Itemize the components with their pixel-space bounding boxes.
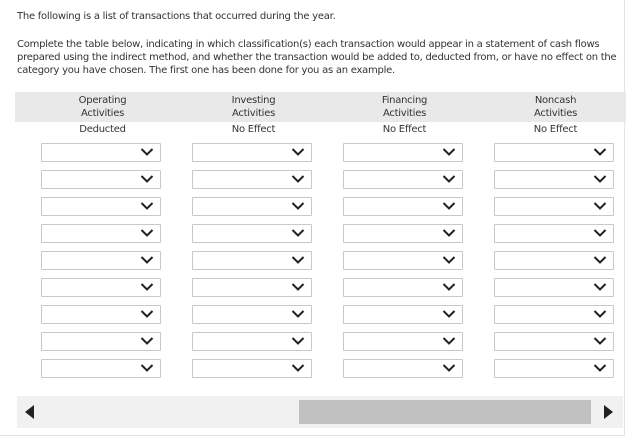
dropdown-operating[interactable]: [41, 251, 161, 270]
chevron-down-icon: [291, 308, 305, 320]
chevron-down-icon: [593, 227, 607, 239]
example-value-financing: No Effect: [382, 124, 427, 135]
dropdown-investing[interactable]: [192, 359, 312, 378]
dropdown-financing[interactable]: [343, 251, 463, 270]
dropdown-investing[interactable]: [192, 278, 312, 297]
dropdown-financing[interactable]: [343, 224, 463, 243]
chevron-down-icon: [593, 362, 607, 374]
chevron-down-icon: [442, 362, 456, 374]
dropdown-noncash[interactable]: [494, 332, 614, 351]
header-line: Activities: [382, 108, 427, 119]
chevron-down-icon: [140, 362, 154, 374]
chevron-down-icon: [291, 335, 305, 347]
scroll-right-arrow-icon[interactable]: [604, 405, 613, 419]
dropdown-operating[interactable]: [41, 305, 161, 324]
column-header-financing: [342, 94, 467, 120]
chevron-down-icon: [140, 308, 154, 320]
dropdown-investing[interactable]: [192, 170, 312, 189]
scrollbar-thumb[interactable]: [299, 400, 591, 424]
chevron-down-icon: [291, 173, 305, 185]
header-line: Activities: [533, 108, 578, 119]
example-value-investing: No Effect: [231, 124, 276, 135]
header-line: Financing: [381, 95, 428, 106]
chevron-down-icon: [442, 254, 456, 266]
example-value-noncash: No Effect: [533, 124, 578, 135]
chevron-down-icon: [593, 254, 607, 266]
dropdown-financing[interactable]: [343, 359, 463, 378]
chevron-down-icon: [140, 281, 154, 293]
dropdown-noncash[interactable]: [494, 359, 614, 378]
dropdown-financing[interactable]: [343, 197, 463, 216]
chevron-down-icon: [291, 281, 305, 293]
dropdown-noncash[interactable]: [494, 224, 614, 243]
dropdown-operating[interactable]: [41, 278, 161, 297]
dropdown-noncash[interactable]: [494, 170, 614, 189]
chevron-down-icon: [593, 146, 607, 158]
chevron-down-icon: [442, 227, 456, 239]
chevron-down-icon: [140, 146, 154, 158]
dropdown-operating[interactable]: [41, 143, 161, 162]
header-line: Activities: [80, 108, 125, 119]
dropdown-noncash[interactable]: [494, 251, 614, 270]
dropdown-noncash[interactable]: [494, 278, 614, 297]
column-header-investing: [191, 94, 316, 120]
chevron-down-icon: [140, 335, 154, 347]
column-header-noncash: [493, 94, 618, 120]
chevron-down-icon: [593, 335, 607, 347]
chevron-down-icon: [442, 308, 456, 320]
dropdown-noncash[interactable]: [494, 197, 614, 216]
horizontal-scrollbar[interactable]: [17, 396, 623, 428]
dropdown-financing[interactable]: [343, 278, 463, 297]
chevron-down-icon: [291, 362, 305, 374]
chevron-down-icon: [140, 227, 154, 239]
dropdown-investing[interactable]: [192, 197, 312, 216]
chevron-down-icon: [291, 146, 305, 158]
chevron-down-icon: [442, 146, 456, 158]
dropdown-noncash[interactable]: [494, 143, 614, 162]
dropdown-noncash[interactable]: [494, 305, 614, 324]
chevron-down-icon: [442, 335, 456, 347]
dropdown-financing[interactable]: [343, 170, 463, 189]
chevron-down-icon: [442, 281, 456, 293]
chevron-down-icon: [593, 200, 607, 212]
dropdown-investing[interactable]: [192, 332, 312, 351]
chevron-down-icon: [140, 200, 154, 212]
column-header-operating: [40, 94, 165, 120]
header-line: Noncash: [534, 95, 577, 106]
header-line: Investing: [231, 95, 276, 106]
dropdown-investing[interactable]: [192, 305, 312, 324]
dropdown-financing[interactable]: [343, 305, 463, 324]
chevron-down-icon: [593, 281, 607, 293]
dropdown-operating[interactable]: [41, 170, 161, 189]
chevron-down-icon: [593, 173, 607, 185]
chevron-down-icon: [593, 308, 607, 320]
scroll-left-arrow-icon[interactable]: [25, 405, 34, 419]
chevron-down-icon: [442, 200, 456, 212]
dropdown-operating[interactable]: [41, 359, 161, 378]
dropdown-investing[interactable]: [192, 143, 312, 162]
example-value-operating: Deducted: [79, 124, 126, 135]
dropdown-investing[interactable]: [192, 251, 312, 270]
chevron-down-icon: [140, 254, 154, 266]
dropdown-financing[interactable]: [343, 332, 463, 351]
dropdown-operating[interactable]: [41, 224, 161, 243]
chevron-down-icon: [291, 254, 305, 266]
dropdown-operating[interactable]: [41, 197, 161, 216]
chevron-down-icon: [291, 227, 305, 239]
dropdown-investing[interactable]: [192, 224, 312, 243]
instructions-text: Complete the table below, indicating in which classification(s) each transaction would appear in a statement of cash flows prepared using the indirect method, and whether the transaction would be added to, deducted from, or have no effect on the category you have chosen. The first one has been done for you as an example.: [17, 39, 617, 76]
header-line: Activities: [231, 108, 276, 119]
intro-text: The following is a list of transactions that occurred during the year.: [17, 11, 336, 22]
chevron-down-icon: [140, 173, 154, 185]
chevron-down-icon: [442, 173, 456, 185]
dropdown-operating[interactable]: [41, 332, 161, 351]
chevron-down-icon: [291, 200, 305, 212]
header-line: Operating: [78, 95, 127, 106]
dropdown-financing[interactable]: [343, 143, 463, 162]
